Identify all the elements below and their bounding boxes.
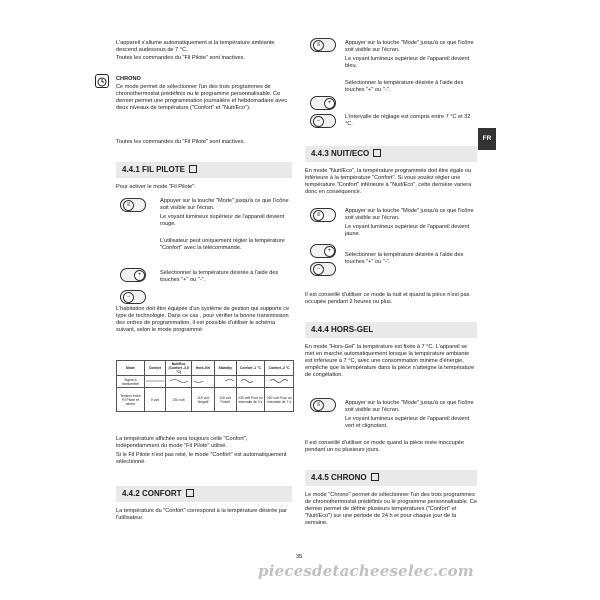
nuit-eco-title: 4.4.3 NUIT/ECO [311, 149, 370, 158]
fil-step-3: L'utilisateur peut uniquement régler la température "Confort" avec la télécommande. [160, 238, 285, 251]
table-row [117, 388, 294, 412]
fil-intro: Pour activer le mode "Fil Pilote": [116, 184, 196, 190]
nuit-intro: En mode "Nuit/Eco", la température programmée doit être égale ou inférieure à la température "Confort". Si vous voulez régler une température "Confort" inférieure à "Nuit/Eco", cette dernière variera donc en conséquence. [305, 168, 472, 195]
table-cell: Tension entre Fil Pilote et neutre [117, 388, 145, 412]
mode-icon: ≡ [313, 40, 324, 51]
hors-step-2: Le voyant lumineux supérieur de l'appareil devient vert et clignotant. [345, 416, 470, 429]
plus-icon: + [324, 246, 335, 257]
signal-cell [144, 376, 165, 388]
table-header: Mode [117, 361, 145, 376]
plus-button-illustration [310, 244, 336, 258]
confort-step-4: L'intervalle de réglage est compris entre 7 °C et 32 °C. [345, 114, 471, 127]
hors-intro: En mode "Hors-Gel" la température est fixée à 7 °C. L'appareil se met en marche automatiquement lorsque la température ambiante est inférieure à 7 °C, avec une consommation minime d'énergie, empêche que la température dans la pièce n'atteigne la température de congélation. [305, 344, 475, 378]
fil-unlinked-note: Si le Fil Pilote n'est pas relié, le mode "Confort" est automatiquement sélectionné. [116, 452, 287, 465]
confort-title: 4.4.2 CONFORT [122, 489, 182, 498]
signal-cell [165, 376, 192, 388]
fil-paragraph: L'habitation doit être équipée d'un système de gestion qui supporte ce type de technologie. Dans ce cas , pour vérifier la bonne transmission des ordres de programmation, il est possible d'utiliser le schéma suivant, selon le mode programmé: [116, 306, 290, 333]
mode-button-illustration [120, 198, 146, 212]
table-cell: 230 volt Pour un intervalle de 7 s [265, 388, 294, 412]
minus-button-illustration [120, 290, 146, 304]
fil-pilote-heading [116, 162, 292, 178]
intro-paragraph-2: Toutes les commandes du "Fil Pilote" sont inactives. [116, 55, 245, 61]
table-row [117, 376, 294, 388]
table-header-row [117, 361, 294, 376]
hors-note: Il est conseillé d'utiliser ce mode quand la pièce reste inoccupée pendant un ou plusieurs jours. [305, 440, 465, 453]
signal-cell [265, 376, 294, 388]
fil-temperature-note: La température affichée sera toujours celle "Confort", indépendamment du mode "Fil Pilote" utilisé. [116, 436, 248, 449]
nuit-note: Il est conseillé d'utiliser ce mode la nuit et quand la pièce n'est pas occupée pendant 2 heures ou plus. [305, 292, 470, 305]
plus-icon: + [324, 98, 335, 109]
mode-icon: ≡ [123, 200, 134, 211]
table-cell: 0 volt [144, 388, 165, 412]
confort-heading [116, 486, 292, 502]
mode-button-illustration [310, 398, 336, 412]
chrono-heading [305, 470, 477, 486]
confort-step-1: Appuyer sur la touche "Mode" jusqu'à ce que l'icône soit visible sur l'écran. [345, 40, 474, 53]
watermark: piecesdetacheeselec.com [258, 562, 474, 580]
moon-icon [373, 149, 381, 157]
nuit-eco-heading [305, 146, 477, 162]
mode-button-illustration [310, 38, 336, 52]
table-header: Confort -2 °C [265, 361, 294, 376]
table-header: Nuit/Eco (Confort -3,5 °C) [165, 361, 192, 376]
signal-cell [236, 376, 265, 388]
table-header: Confort -1 °C [236, 361, 265, 376]
fil-pilote-icon [189, 165, 197, 173]
plus-button-illustration [310, 96, 336, 110]
mode-button-illustration [310, 208, 336, 222]
table-cell: 230 volt Pour un intervalle de 3 s [236, 388, 265, 412]
chrono-icon [371, 473, 379, 481]
signal-cell [214, 376, 236, 388]
chrono-section-title: 4.4.5 CHRONO [311, 473, 367, 482]
mode-icon: ≡ [313, 210, 324, 221]
confort-step-3: Sélectionner la température désirée à l'aide des touches "+" ou "-". [345, 80, 464, 93]
nuit-step-3: Sélectionner la température désirée à l'aide des touches "+" ou "-". [345, 252, 464, 265]
fil-pilote-title: 4.4.1 FIL PILOTE [122, 165, 185, 174]
hors-step-1: Appuyer sur la touche "Mode" jusqu'à ce que l'icône soit visible sur l'écran. [345, 400, 474, 413]
fil-step-1: Appuyer sur la touche "Mode" jusqu'à ce que l'icône soit visible sur l'écran. [160, 198, 289, 211]
nuit-step-2: Le voyant lumineux supérieur de l'appareil devient jaune. [345, 224, 470, 237]
chrono-section-text: Le mode "Chrono" permet de sélectionner l'un des trois programmes de chronothermostat prédéfinis ou le programme personnalisable. Ce dernier permet de définir plusieurs températures ("Confort" et "Nuit/Eco") sur une période de 24 h et pour chaque jour de la semaine. [305, 492, 477, 526]
minus-button-illustration [310, 262, 336, 276]
fil-step-2: Le voyant lumineux supérieur de l'appareil devient rouge. [160, 214, 285, 227]
fil-step-4: Sélectionner la température désirée à l'aide des touches "+" ou "-". [160, 270, 279, 283]
minus-icon: − [313, 264, 324, 275]
chrono-text: Ce mode permet de sélectionner l'un des trois programmes de chronothermostat prédéfinis ou le programme personnalisable. Ce dernier permet une programmation journalière et hebdomadaire avec deux niveaux de température ("Confort" et "Nuit/Eco"). [116, 84, 288, 111]
table-header: Confort [144, 361, 165, 376]
clock-icon [95, 74, 109, 88]
confort-text: La température du "Confort" correspond à la température désirée par l'utilisateur. [116, 508, 287, 521]
language-tab: FR [478, 128, 496, 150]
table-cell: 230 volt [165, 388, 192, 412]
confort-icon [186, 489, 194, 497]
plus-icon: + [134, 270, 145, 281]
hors-gel-heading [305, 322, 477, 338]
fil-pilote-table [116, 360, 294, 412]
table-header: Hors-Gel [192, 361, 214, 376]
confort-step-2: Le voyant lumineux supérieur de l'appareil devient bleu. [345, 56, 470, 69]
signal-cell [192, 376, 214, 388]
table-header: Standby [214, 361, 236, 376]
page-number: 35 [296, 554, 303, 560]
table-cell: Signal à transmettre [117, 376, 145, 388]
chrono-title: CHRONO [116, 76, 141, 82]
minus-button-illustration [310, 114, 336, 128]
mode-icon: ≡ [313, 400, 324, 411]
hors-gel-title: 4.4.4 HORS-GEL [311, 325, 374, 334]
table-cell: 115 volt Positif [214, 388, 236, 412]
minus-icon: − [313, 116, 324, 127]
minus-icon: − [123, 292, 134, 303]
chrono-note: Toutes les commandes du "Fil Pilote" sont inactives. [116, 139, 245, 145]
nuit-step-1: Appuyer sur la touche "Mode" jusqu'à ce que l'icône soit visible sur l'écran. [345, 208, 474, 221]
plus-button-illustration [120, 268, 146, 282]
intro-paragraph: L'appareil s'allume automatiquement si la température ambiante descend audessous de 7 °C. [116, 40, 275, 53]
table-cell: 115 volt Négatif [192, 388, 214, 412]
